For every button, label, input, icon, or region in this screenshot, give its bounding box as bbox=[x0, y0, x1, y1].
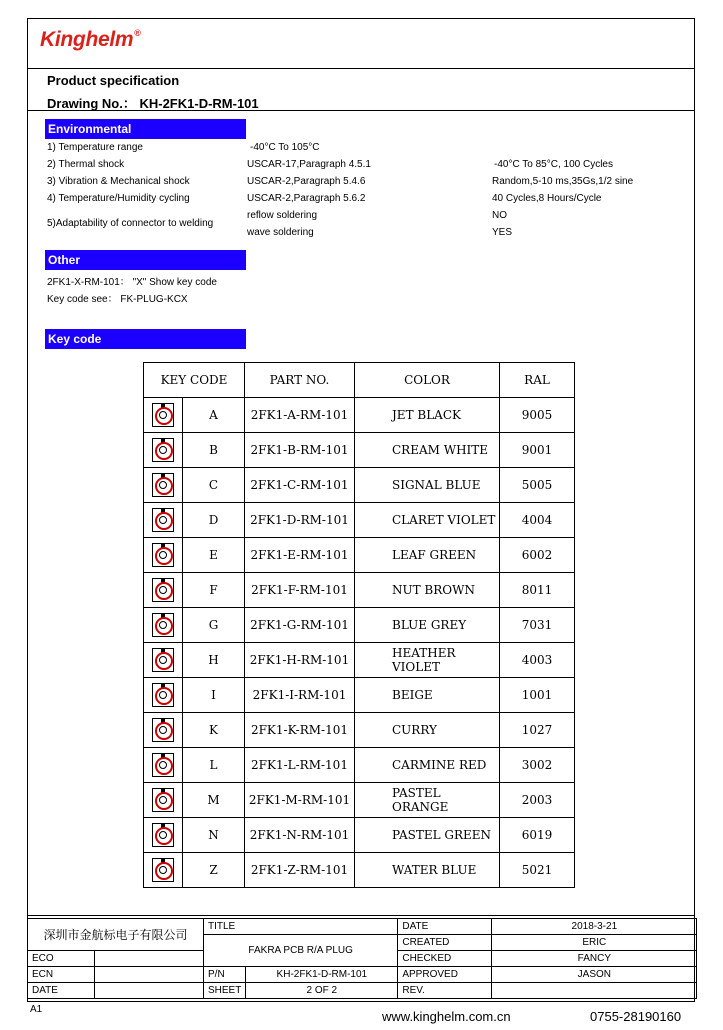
title-label: TITLE bbox=[204, 919, 398, 935]
key-code: G bbox=[183, 608, 245, 643]
connector-icon bbox=[152, 823, 174, 847]
ral-code: 6002 bbox=[500, 538, 575, 573]
date2-value bbox=[95, 983, 204, 999]
color-name: BLUE GREY bbox=[355, 608, 500, 643]
env-detail: Random,5-10 ms,35Gs,1/2 sine bbox=[492, 176, 634, 187]
header-color: COLOR bbox=[355, 363, 500, 398]
connector-icon bbox=[152, 473, 174, 497]
env-item: 4) Temperature/Humidity cycling bbox=[47, 193, 190, 204]
ecn-label: ECN bbox=[28, 967, 95, 983]
connector-icon bbox=[152, 543, 174, 567]
other-heading: Other bbox=[45, 250, 246, 270]
pn-label: P/N bbox=[204, 967, 246, 983]
ral-code: 1001 bbox=[500, 678, 575, 713]
color-name: CLARET VIOLET bbox=[355, 503, 500, 538]
connector-icon-cell bbox=[144, 573, 183, 608]
date-label: DATE bbox=[398, 919, 492, 935]
connector-icon bbox=[152, 613, 174, 637]
env-standard: USCAR-17,Paragraph 4.5.1 bbox=[247, 159, 371, 170]
env-standard: -40°C To 105°C bbox=[250, 142, 320, 153]
key-code: Z bbox=[183, 853, 245, 888]
connector-icon bbox=[152, 508, 174, 532]
key-code: I bbox=[183, 678, 245, 713]
key-code: B bbox=[183, 433, 245, 468]
part-no: 2FK1-K-RM-101 bbox=[245, 713, 355, 748]
color-name: CURRY bbox=[355, 713, 500, 748]
header-part-no: PART NO. bbox=[245, 363, 355, 398]
connector-icon-cell bbox=[144, 503, 183, 538]
part-no: 2FK1-L-RM-101 bbox=[245, 748, 355, 783]
connector-icon-cell bbox=[144, 538, 183, 573]
drawing-number: Drawing No.： KH-2FK1-D-RM-101 bbox=[47, 96, 259, 111]
checked-label: CHECKED bbox=[398, 951, 492, 967]
ral-code: 5005 bbox=[500, 468, 575, 503]
env-item: 3) Vibration & Mechanical shock bbox=[47, 176, 190, 187]
connector-icon bbox=[152, 788, 174, 812]
color-name: WATER BLUE bbox=[355, 853, 500, 888]
connector-icon bbox=[152, 858, 174, 882]
pn-value: KH-2FK1-D-RM-101 bbox=[246, 967, 398, 983]
welding-result: NO bbox=[492, 210, 507, 221]
welding-result: YES bbox=[492, 227, 513, 238]
ral-code: 3002 bbox=[500, 748, 575, 783]
table-row bbox=[144, 678, 575, 713]
part-no: 2FK1-N-RM-101 bbox=[245, 818, 355, 853]
part-no: 2FK1-E-RM-101 bbox=[245, 538, 355, 573]
connector-icon-cell bbox=[144, 468, 183, 503]
keycode-heading: Key code bbox=[45, 329, 246, 349]
key-code: N bbox=[183, 818, 245, 853]
date2-label: DATE bbox=[28, 983, 95, 999]
table-row bbox=[144, 643, 575, 678]
table-row bbox=[144, 608, 575, 643]
table-row bbox=[144, 818, 575, 853]
title-block bbox=[27, 918, 697, 999]
table-row bbox=[144, 853, 575, 888]
color-name: PASTEL ORANGE bbox=[355, 783, 500, 818]
color-name: CREAM WHITE bbox=[355, 433, 500, 468]
env-standard: USCAR-2,Paragraph 5.6.2 bbox=[247, 193, 366, 204]
product-spec-title: Product specification bbox=[47, 73, 180, 88]
connector-icon-cell bbox=[144, 678, 183, 713]
ral-code: 4004 bbox=[500, 503, 575, 538]
title-value: FAKRA PCB R/A PLUG bbox=[204, 935, 398, 967]
header-ral: RAL bbox=[500, 363, 575, 398]
date-value: 2018-3-21 bbox=[492, 919, 697, 935]
connector-icon bbox=[152, 753, 174, 777]
connector-icon bbox=[152, 578, 174, 602]
part-no: 2FK1-I-RM-101 bbox=[245, 678, 355, 713]
table-row bbox=[144, 433, 575, 468]
connector-icon-cell bbox=[144, 853, 183, 888]
color-name: LEAF GREEN bbox=[355, 538, 500, 573]
ral-code: 4003 bbox=[500, 643, 575, 678]
table-row bbox=[144, 748, 575, 783]
environmental-heading: Environmental bbox=[45, 119, 246, 139]
table-row bbox=[144, 573, 575, 608]
ral-code: 1027 bbox=[500, 713, 575, 748]
welding-method: reflow soldering bbox=[247, 210, 318, 221]
created-label: CREATED bbox=[398, 935, 492, 951]
part-no: 2FK1-M-RM-101 bbox=[245, 783, 355, 818]
divider bbox=[27, 915, 695, 916]
key-code: L bbox=[183, 748, 245, 783]
table-row bbox=[144, 783, 575, 818]
keycode-table bbox=[143, 362, 575, 888]
part-no: 2FK1-H-RM-101 bbox=[245, 643, 355, 678]
phone-number: 0755-28190160 bbox=[590, 1009, 682, 1024]
part-no: 2FK1-A-RM-101 bbox=[245, 398, 355, 433]
env-item: 5)Adaptability of connector to welding bbox=[47, 218, 214, 229]
color-name: PASTEL GREEN bbox=[355, 818, 500, 853]
rev-value bbox=[492, 983, 697, 999]
env-item: 2) Thermal shock bbox=[47, 159, 125, 170]
key-code: D bbox=[183, 503, 245, 538]
ral-code: 9005 bbox=[500, 398, 575, 433]
table-row bbox=[144, 398, 575, 433]
key-code: K bbox=[183, 713, 245, 748]
connector-icon-cell bbox=[144, 643, 183, 678]
brand-logo: Kinghelm® bbox=[40, 28, 141, 51]
ral-code: 9001 bbox=[500, 433, 575, 468]
part-no: 2FK1-B-RM-101 bbox=[245, 433, 355, 468]
color-name: SIGNAL BLUE bbox=[355, 468, 500, 503]
color-name: HEATHER VIOLET bbox=[355, 643, 500, 678]
part-no: 2FK1-D-RM-101 bbox=[245, 503, 355, 538]
key-code: M bbox=[183, 783, 245, 818]
color-name: JET BLACK bbox=[355, 398, 500, 433]
header-key-code: KEY CODE bbox=[144, 363, 245, 398]
other-line: 2FK1-X-RM-101： "X" Show key code bbox=[47, 277, 217, 288]
part-no: 2FK1-C-RM-101 bbox=[245, 468, 355, 503]
rev-label: REV. bbox=[398, 983, 492, 999]
connector-icon-cell bbox=[144, 398, 183, 433]
created-value: ERIC bbox=[492, 935, 697, 951]
connector-icon-cell bbox=[144, 818, 183, 853]
connector-icon-cell bbox=[144, 713, 183, 748]
approved-label: APPROVED bbox=[398, 967, 492, 983]
part-no: 2FK1-Z-RM-101 bbox=[245, 853, 355, 888]
connector-icon-cell bbox=[144, 748, 183, 783]
ral-code: 8011 bbox=[500, 573, 575, 608]
ral-code: 2003 bbox=[500, 783, 575, 818]
connector-icon bbox=[152, 648, 174, 672]
key-code: A bbox=[183, 398, 245, 433]
color-name: NUT BROWN bbox=[355, 573, 500, 608]
eco-label: ECO bbox=[28, 951, 95, 967]
table-row bbox=[144, 503, 575, 538]
divider bbox=[27, 68, 695, 69]
env-detail: 40 Cycles,8 Hours/Cycle bbox=[492, 193, 602, 204]
connector-icon bbox=[152, 683, 174, 707]
other-line: Key code see： FK-PLUG-KCX bbox=[47, 294, 188, 305]
key-code: F bbox=[183, 573, 245, 608]
key-code: H bbox=[183, 643, 245, 678]
welding-method: wave soldering bbox=[247, 227, 314, 238]
table-row bbox=[144, 713, 575, 748]
color-name: BEIGE bbox=[355, 678, 500, 713]
env-item: 1) Temperature range bbox=[47, 142, 143, 153]
company-name: 深圳市金航标电子有限公司 bbox=[28, 919, 204, 951]
eco-value bbox=[95, 951, 204, 967]
color-name: CARMINE RED bbox=[355, 748, 500, 783]
checked-value: FANCY bbox=[492, 951, 697, 967]
sheet-value: 2 OF 2 bbox=[246, 983, 398, 999]
connector-icon bbox=[152, 403, 174, 427]
connector-icon-cell bbox=[144, 433, 183, 468]
env-detail: -40°C To 85°C, 100 Cycles bbox=[494, 159, 613, 170]
connector-icon bbox=[152, 438, 174, 462]
website-link[interactable]: www.kinghelm.com.cn bbox=[382, 1009, 511, 1024]
connector-icon-cell bbox=[144, 783, 183, 818]
connector-icon-cell bbox=[144, 608, 183, 643]
approved-value: JASON bbox=[492, 967, 697, 983]
part-no: 2FK1-G-RM-101 bbox=[245, 608, 355, 643]
paper-size: A1 bbox=[30, 1004, 43, 1015]
table-row bbox=[144, 538, 575, 573]
connector-icon bbox=[152, 718, 174, 742]
table-row bbox=[144, 468, 575, 503]
ral-code: 6019 bbox=[500, 818, 575, 853]
ral-code: 7031 bbox=[500, 608, 575, 643]
env-standard: USCAR-2,Paragraph 5.4.6 bbox=[247, 176, 366, 187]
key-code: C bbox=[183, 468, 245, 503]
ecn-value bbox=[95, 967, 204, 983]
sheet-label: SHEET bbox=[204, 983, 246, 999]
key-code: E bbox=[183, 538, 245, 573]
ral-code: 5021 bbox=[500, 853, 575, 888]
part-no: 2FK1-F-RM-101 bbox=[245, 573, 355, 608]
